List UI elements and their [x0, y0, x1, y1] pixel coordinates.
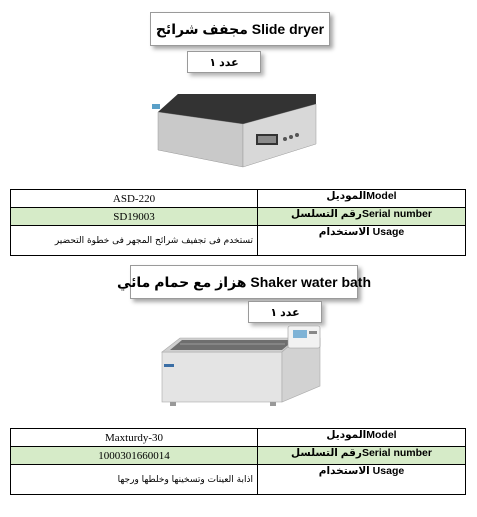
count-text: عدد ١ — [209, 56, 239, 69]
model-label: الموديلModel — [258, 429, 466, 447]
table-row — [11, 465, 466, 495]
section-title-text: مجفف شرائح Slide dryer — [155, 20, 325, 37]
shaker-water-bath-image — [160, 324, 325, 414]
usage-label: الاستخدام Usage — [258, 465, 466, 495]
model-value: ASD-220 — [11, 190, 258, 208]
model-label: الموديلModel — [258, 190, 466, 208]
table-row — [11, 208, 466, 226]
section-title-slide-dryer — [150, 12, 330, 46]
count-box-slide-dryer — [187, 51, 261, 73]
table-row — [11, 429, 466, 447]
serial-value: SD19003 — [11, 208, 258, 226]
count-text: عدد ١ — [270, 306, 300, 319]
usage-value: اذابة العينات وتسخينها وخلطها ورجها — [11, 465, 258, 495]
serial-label: رقم التسلسلSerial number — [258, 447, 466, 465]
model-value: Maxturdy-30 — [11, 429, 258, 447]
count-box-shaker-water-bath — [248, 301, 322, 323]
spec-table-slide-dryer — [10, 189, 466, 256]
table-row — [11, 447, 466, 465]
serial-value: 1000301660014 — [11, 447, 258, 465]
slide-dryer-image — [148, 92, 318, 170]
usage-label: الاستخدام Usage — [258, 226, 466, 256]
table-row — [11, 226, 466, 256]
serial-label: رقم التسلسلSerial number — [258, 208, 466, 226]
section-title-text: هزاز مع حمام مائي Shaker water bath — [117, 273, 372, 290]
section-title-shaker-water-bath — [117, 265, 372, 299]
table-row — [11, 190, 466, 208]
usage-value: تستخدم فى تجفيف شرائح المجهر فى خطوة التحضير — [11, 226, 258, 256]
spec-table-shaker-water-bath — [10, 428, 466, 495]
